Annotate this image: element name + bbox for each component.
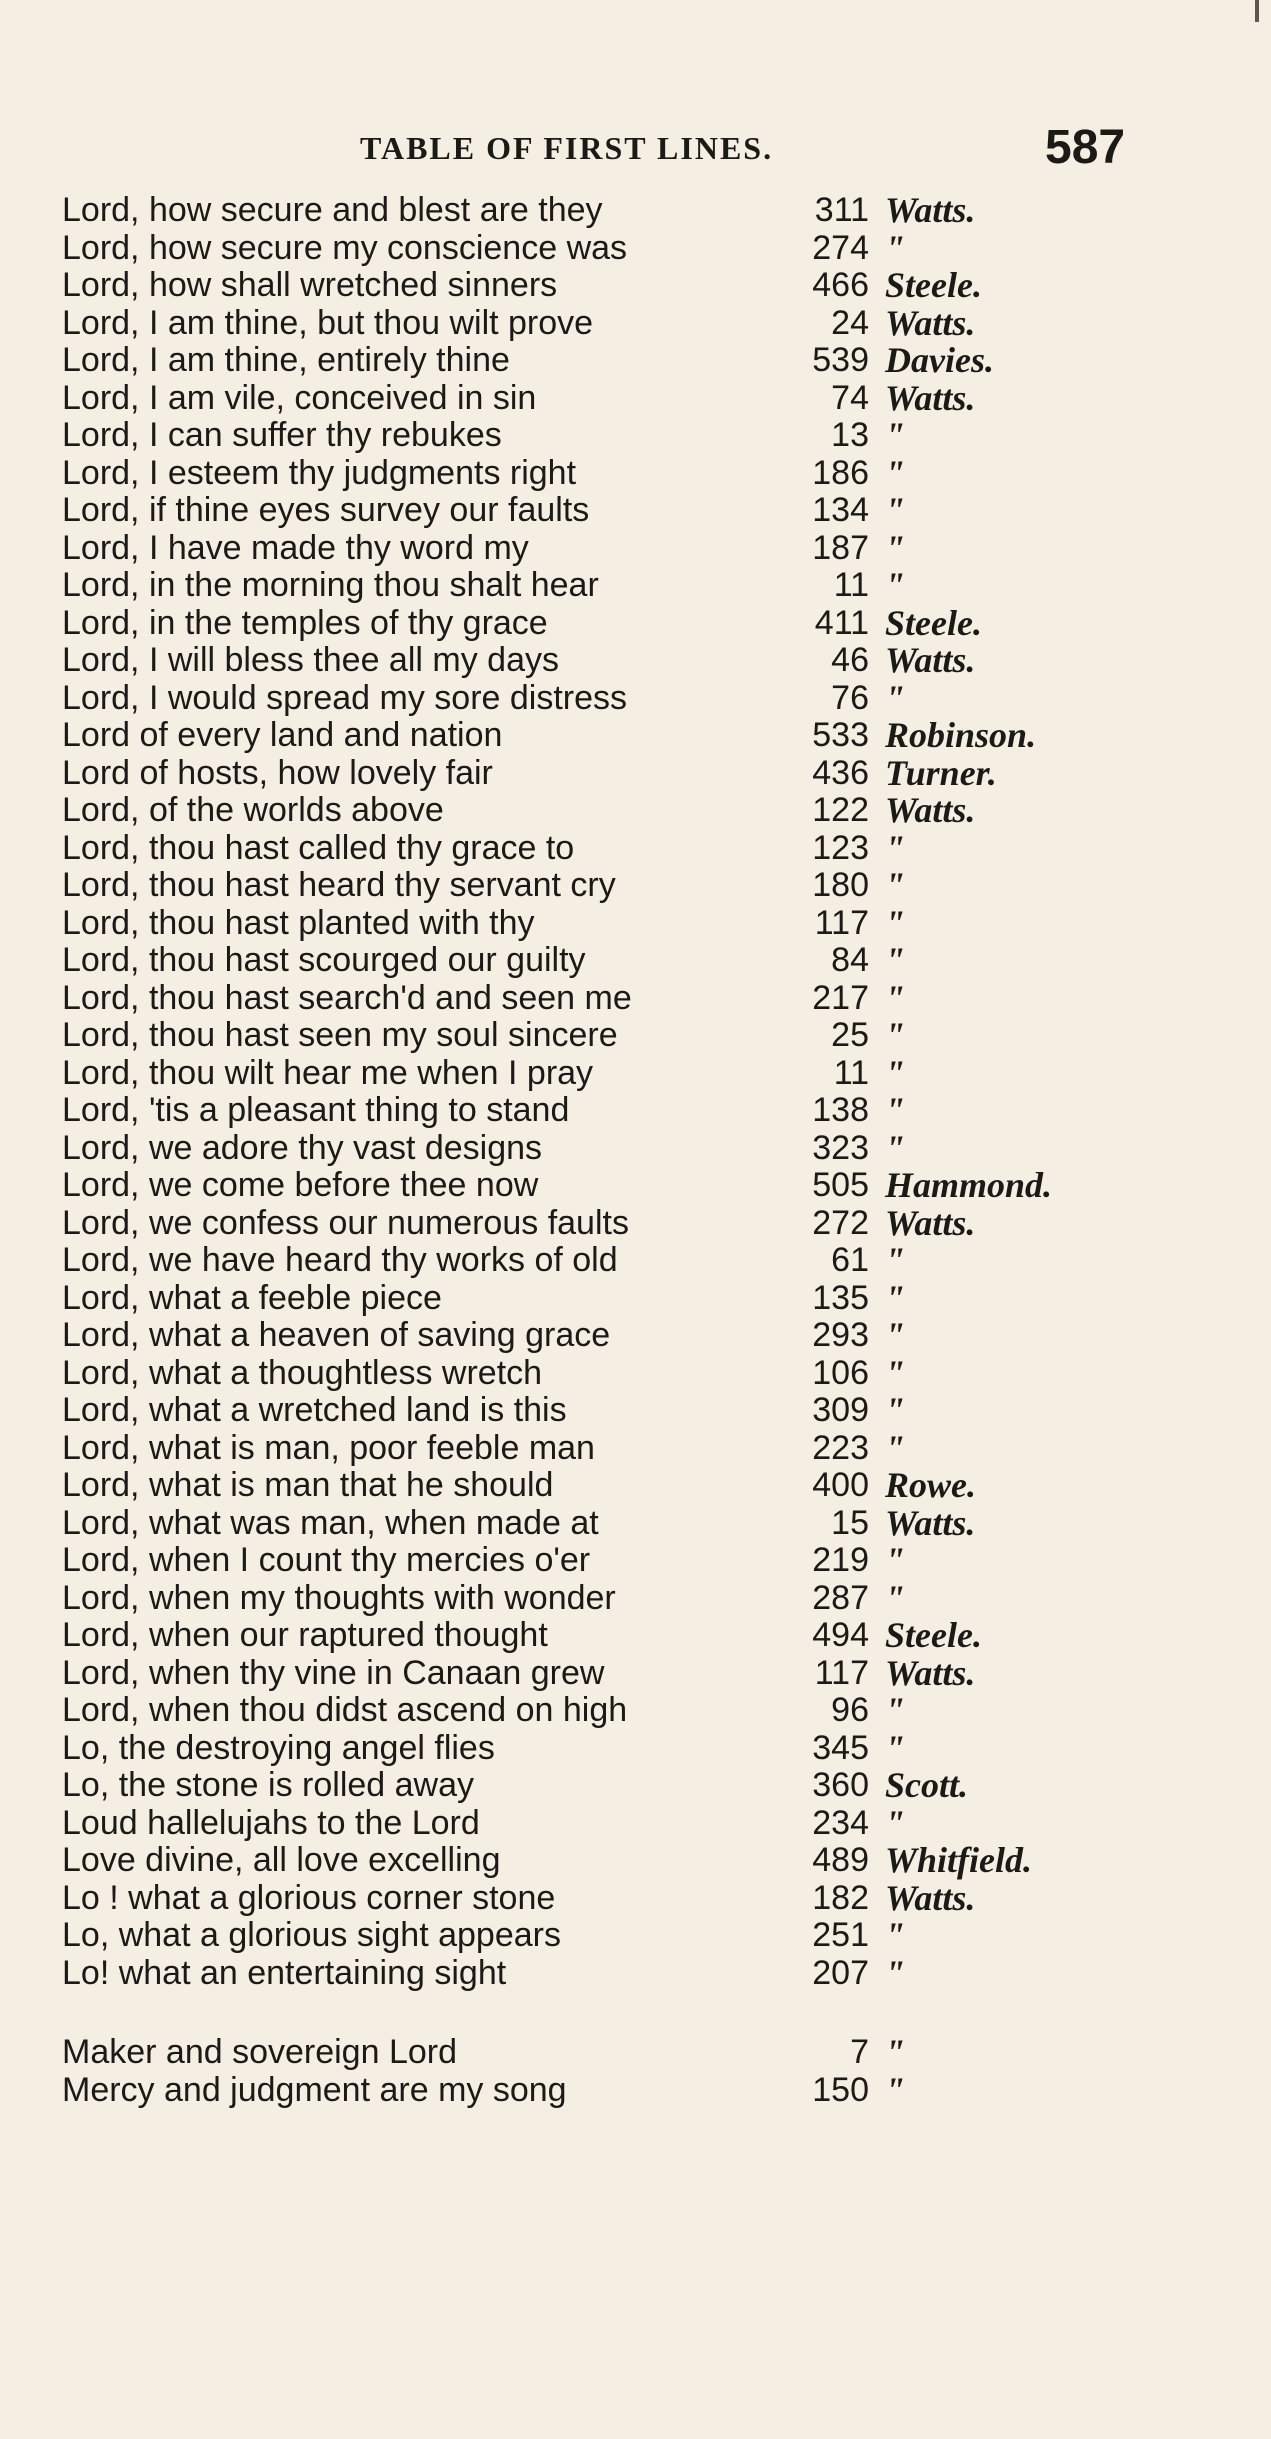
first-lines-list — [0, 192, 1271, 2109]
list-item — [0, 602, 1271, 643]
hymn-number: 123 — [812, 828, 869, 867]
author-name: Watts. — [885, 1652, 976, 1693]
list-item — [0, 1652, 1271, 1693]
hymn-number: 182 — [812, 1878, 869, 1917]
list-item — [0, 1242, 1271, 1280]
author-name: " — [885, 677, 905, 718]
author-name: Steele. — [885, 265, 982, 305]
first-line-text: Lo, the destroying angel flies — [62, 1728, 495, 1767]
first-line-text: Lord, I am thine, entirely thine — [62, 341, 510, 379]
author-name: " — [885, 415, 905, 455]
list-item — [0, 942, 1271, 980]
list-item — [0, 1502, 1271, 1543]
author-name: Watts. — [885, 1877, 976, 1918]
first-line-text: Lord, thou hast scourged our guilty — [62, 941, 586, 979]
list-item — [0, 642, 1271, 680]
hymn-number: 489 — [812, 1841, 869, 1879]
first-line-text: Lord, what a heaven of saving grace — [62, 1316, 611, 1354]
list-item — [0, 1727, 1271, 1768]
author-name: Watts. — [885, 640, 976, 680]
author-name: " — [885, 1802, 905, 1843]
hymn-number: 360 — [812, 1766, 869, 1804]
first-line-text: Lord, we come before thee now — [62, 1166, 539, 1204]
first-line-text: Lord, I will bless thee all my days — [62, 641, 559, 679]
author-name: Scott. — [885, 1765, 969, 1805]
page-number: 587 — [1045, 121, 1126, 174]
first-line-text: Lord, I am thine, but thou wilt prove — [62, 303, 594, 342]
author-name: " — [885, 1577, 905, 1618]
page-header — [0, 120, 1271, 180]
first-line-text: Lord, I would spread my sore distress — [62, 678, 628, 717]
list-item — [0, 527, 1271, 568]
author-name: Davies. — [885, 340, 994, 380]
first-line-text: Lo, the stone is rolled away — [62, 1766, 475, 1804]
list-item — [0, 1202, 1271, 1243]
first-line-text: Lord, what a feeble piece — [62, 1278, 442, 1317]
hymn-number: 117 — [814, 903, 869, 942]
author-name: " — [885, 490, 905, 530]
list-item — [0, 1842, 1271, 1880]
hymn-number: 251 — [812, 1916, 869, 1954]
hymn-number: 274 — [812, 228, 869, 267]
author-name: Robinson. — [885, 715, 1037, 755]
first-line-text: Mercy and judgment are my song — [62, 2070, 567, 2109]
first-line-text: Lord, 'tis a pleasant thing to stand — [62, 1091, 570, 1129]
first-line-text: Lord, what was man, when made at — [62, 1503, 599, 1542]
hymn-number: 106 — [812, 1353, 869, 1392]
list-item — [0, 567, 1271, 605]
hymn-number: 135 — [812, 1278, 869, 1317]
list-item — [0, 417, 1271, 455]
list-item — [0, 1167, 1271, 1205]
list-item — [0, 1277, 1271, 1318]
first-line-text: Lord, thou hast heard thy servant cry — [62, 866, 616, 904]
author-name: " — [885, 1952, 905, 1993]
first-line-text: Lord, thou wilt hear me when I pray — [62, 1053, 594, 1092]
hymn-number: 15 — [831, 1503, 869, 1542]
list-item — [0, 492, 1271, 530]
list-item — [0, 1952, 1271, 1993]
list-item — [0, 302, 1271, 343]
hymn-number: 11 — [833, 1053, 869, 1092]
running-head: TABLE OF FIRST LINES. — [360, 130, 774, 166]
list-item — [0, 677, 1271, 718]
first-line-text: Lo ! what a glorious corner stone — [62, 1878, 556, 1917]
hymn-number: 311 — [814, 191, 869, 229]
hymn-number: 494 — [812, 1616, 869, 1654]
hymn-number: 11 — [833, 566, 869, 604]
list-item — [0, 1467, 1271, 1505]
author-name: Hammond. — [885, 1165, 1053, 1205]
hymn-number: 533 — [812, 716, 869, 754]
hymn-number: 219 — [812, 1541, 869, 1579]
author-name: " — [885, 1127, 905, 1168]
author-name: Rowe. — [885, 1465, 977, 1505]
list-item — [0, 1617, 1271, 1655]
author-name: " — [885, 452, 905, 493]
list-item — [0, 192, 1271, 230]
hymn-number: 134 — [812, 491, 869, 529]
hymn-number: 96 — [831, 1691, 869, 1729]
first-line-text: Lord, what is man, poor feeble man — [62, 1428, 595, 1467]
author-name: " — [885, 1390, 905, 1430]
list-item — [0, 1577, 1271, 1618]
list-item — [0, 792, 1271, 830]
author-name: " — [885, 977, 905, 1018]
section-gap — [0, 1992, 1271, 2034]
list-item — [0, 827, 1271, 868]
hymn-number: 539 — [812, 341, 869, 379]
author-name: Watts. — [885, 377, 976, 418]
hymn-number: 61 — [831, 1241, 869, 1279]
first-line-text: Lord, when I count thy mercies o'er — [62, 1541, 591, 1579]
first-line-text: Lord, when thou didst ascend on high — [62, 1691, 628, 1729]
author-name: Watts. — [885, 190, 976, 230]
author-name: " — [885, 2032, 905, 2072]
list-item — [0, 902, 1271, 943]
first-line-text: Lord, in the temples of thy grace — [62, 603, 548, 642]
hymn-number: 400 — [812, 1466, 869, 1504]
hymn-number: 411 — [814, 603, 869, 642]
list-item — [0, 1542, 1271, 1580]
hymn-number: 293 — [812, 1316, 869, 1354]
first-line-text: Lo! what an entertaining sight — [62, 1953, 507, 1992]
hymn-number: 187 — [812, 528, 869, 567]
first-line-text: Love divine, all love excelling — [62, 1841, 501, 1879]
author-name: " — [885, 940, 905, 980]
list-item — [0, 1092, 1271, 1130]
list-item — [0, 977, 1271, 1018]
author-name: Steele. — [885, 1615, 982, 1655]
author-name: " — [885, 827, 905, 868]
hymn-number: 74 — [831, 378, 869, 417]
hymn-number: 323 — [812, 1128, 869, 1167]
first-line-text: Lord, when my thoughts with wonder — [62, 1578, 616, 1617]
hymn-number: 24 — [831, 303, 869, 342]
first-line-text: Lord, what is man that he should — [62, 1466, 554, 1504]
author-name: " — [885, 1427, 905, 1468]
list-item — [0, 1692, 1271, 1730]
author-name: " — [885, 865, 905, 905]
author-name: " — [885, 1052, 905, 1093]
author-name: " — [885, 1277, 905, 1318]
first-line-text: Lord, we have heard thy works of old — [62, 1241, 618, 1279]
author-name: " — [885, 1015, 905, 1055]
hymn-number: 234 — [812, 1803, 869, 1842]
list-item — [0, 2069, 1271, 2110]
first-line-text: Lord, thou hast search'd and seen me — [62, 978, 632, 1017]
hymn-number: 76 — [831, 678, 869, 717]
author-name: Whitfield. — [885, 1840, 1033, 1880]
hymn-number: 122 — [812, 791, 869, 829]
page-edge-mark — [1255, 0, 1259, 22]
hymn-number: 217 — [812, 978, 869, 1017]
hymn-number: 25 — [831, 1016, 869, 1054]
list-item — [0, 867, 1271, 905]
first-line-text: Lord, I have made thy word my — [62, 528, 529, 567]
list-item — [0, 1352, 1271, 1393]
hymn-number: 138 — [812, 1091, 869, 1129]
hymn-number: 287 — [812, 1578, 869, 1617]
list-item — [0, 2034, 1271, 2072]
first-line-text: Lord, what a thoughtless wretch — [62, 1353, 543, 1392]
hymn-number: 7 — [850, 2033, 869, 2071]
first-line-text: Lord, how secure and blest are they — [62, 191, 603, 229]
author-name: " — [885, 1240, 905, 1280]
first-line-text: Lord of hosts, how lovely fair — [62, 753, 493, 792]
hymn-number: 345 — [812, 1728, 869, 1767]
first-line-text: Lord of every land and nation — [62, 716, 503, 754]
author-name: " — [885, 1315, 905, 1355]
hymn-number: 84 — [831, 941, 869, 979]
author-name: Watts. — [885, 302, 976, 343]
hymn-number: 436 — [812, 753, 869, 792]
author-name: Steele. — [885, 602, 982, 643]
author-name: " — [885, 1915, 905, 1955]
hymn-number: 186 — [812, 453, 869, 492]
first-line-text: Lord, what a wretched land is this — [62, 1391, 567, 1429]
hymn-number: 207 — [812, 1953, 869, 1992]
hymn-number: 117 — [814, 1653, 869, 1692]
first-line-text: Lord, we adore thy vast designs — [62, 1128, 543, 1167]
first-line-text: Lord, I am vile, conceived in sin — [62, 378, 537, 417]
list-item — [0, 752, 1271, 793]
author-name: " — [885, 1090, 905, 1130]
author-name: " — [885, 227, 905, 268]
author-name: Watts. — [885, 1502, 976, 1543]
first-line-text: Lord, how secure my conscience was — [62, 228, 628, 267]
list-item — [0, 452, 1271, 493]
author-name: " — [885, 1690, 905, 1730]
author-name: Turner. — [885, 752, 997, 793]
list-item — [0, 1052, 1271, 1093]
first-line-text: Loud hallelujahs to the Lord — [62, 1803, 480, 1842]
author-name: " — [885, 527, 905, 568]
author-name: Watts. — [885, 790, 976, 830]
hymn-number: 46 — [831, 641, 869, 679]
hymn-number: 180 — [812, 866, 869, 904]
author-name: " — [885, 1540, 905, 1580]
list-item — [0, 1877, 1271, 1918]
author-name: " — [885, 1727, 905, 1768]
first-line-text: Lord, thou hast planted with thy — [62, 903, 535, 942]
list-item — [0, 717, 1271, 755]
list-item — [0, 1767, 1271, 1805]
first-line-text: Lord, how shall wretched sinners — [62, 266, 558, 304]
author-name: " — [885, 565, 905, 605]
hymn-number: 309 — [812, 1391, 869, 1429]
hymn-number: 505 — [812, 1166, 869, 1204]
author-name: Watts. — [885, 1202, 976, 1243]
list-item — [0, 1317, 1271, 1355]
first-line-text: Lord, when our raptured thought — [62, 1616, 548, 1654]
hymn-number: 272 — [812, 1203, 869, 1242]
first-line-text: Lord, thou hast called thy grace to — [62, 828, 575, 867]
first-line-text: Lord, of the worlds above — [62, 791, 444, 829]
list-item — [0, 267, 1271, 305]
list-item — [0, 1917, 1271, 1955]
first-line-text: Lord, we confess our numerous faults — [62, 1203, 629, 1242]
list-item — [0, 1392, 1271, 1430]
hymn-number: 150 — [812, 2070, 869, 2109]
list-item — [0, 227, 1271, 268]
author-name: " — [885, 902, 905, 943]
hymn-number: 13 — [831, 416, 869, 454]
first-line-text: Lord, thou hast seen my soul sincere — [62, 1016, 618, 1054]
list-item — [0, 1802, 1271, 1843]
list-item — [0, 377, 1271, 418]
author-name: " — [885, 2069, 905, 2110]
first-line-text: Lord, if thine eyes survey our faults — [62, 491, 590, 529]
list-item — [0, 342, 1271, 380]
first-line-text: Lo, what a glorious sight appears — [62, 1916, 561, 1954]
list-item — [0, 1127, 1271, 1168]
first-line-text: Lord, in the morning thou shalt hear — [62, 566, 599, 604]
first-line-text: Lord, I esteem thy judgments right — [62, 453, 577, 492]
list-item — [0, 1427, 1271, 1468]
first-line-text: Lord, when thy vine in Canaan grew — [62, 1653, 605, 1692]
first-line-text: Lord, I can suffer thy rebukes — [62, 416, 502, 454]
hymn-number: 466 — [812, 266, 869, 304]
list-item — [0, 1017, 1271, 1055]
author-name: " — [885, 1352, 905, 1393]
hymn-number: 223 — [812, 1428, 869, 1467]
first-line-text: Maker and sovereign Lord — [62, 2033, 458, 2071]
